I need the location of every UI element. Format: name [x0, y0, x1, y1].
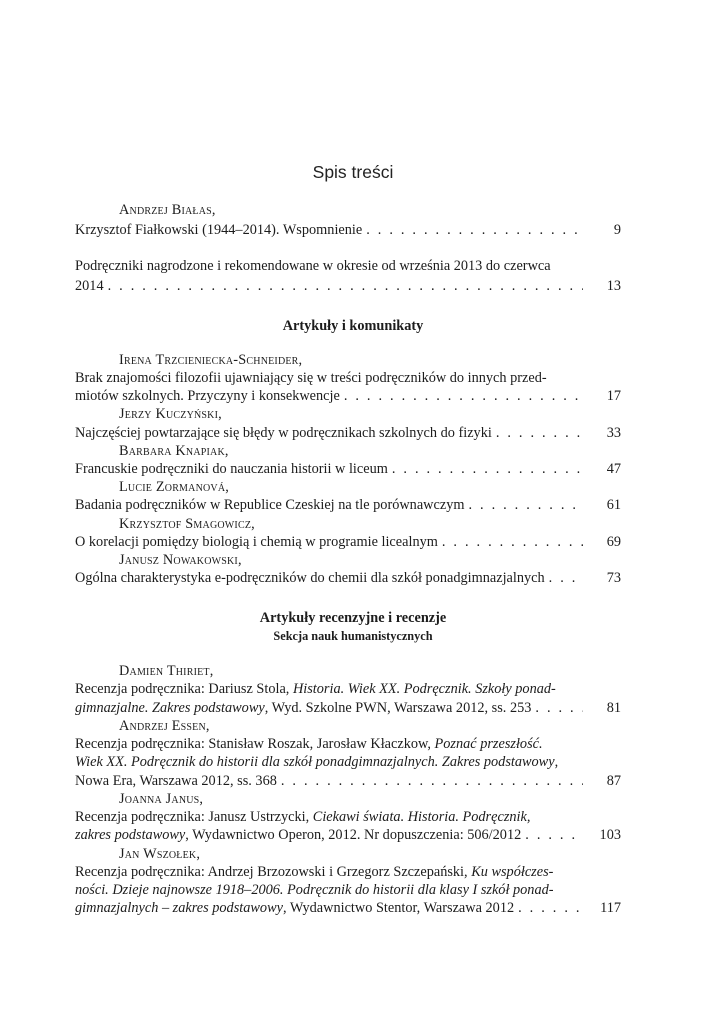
entry-title: miotów szkolnych. Przyczyny i konsekwencje — [75, 388, 340, 404]
page-number: 61 — [606, 497, 621, 513]
toc-entry[interactable] — [75, 898, 621, 918]
page-number: 103 — [599, 827, 621, 843]
page-title: Spis treści — [312, 162, 394, 182]
entry-title: Francuskie podręczniki do nauczania historii w liceum — [75, 461, 388, 477]
toc-entry[interactable] — [75, 568, 621, 588]
dot-leader — [340, 386, 583, 406]
toc-entry[interactable] — [75, 825, 621, 845]
entry-title: Najczęściej powtarzające się błędy w podręcznikach szkolnych do fizyki — [75, 425, 492, 441]
dot-leader — [464, 495, 583, 515]
section-heading: Artykuły i komunikaty — [282, 318, 424, 334]
entry-title-line: Recenzja podręcznika: Janusz Ustrzycki, Ciekawi świata. Historia. Podręcznik, — [75, 809, 531, 825]
page-number: 17 — [606, 388, 621, 404]
page-number: 47 — [606, 461, 621, 477]
page-number: 9 — [613, 222, 621, 238]
entry-title-line: Recenzja podręcznika: Andrzej Brzozowski i Grzegorz Szczepański, Ku współczes- — [75, 864, 554, 880]
page-number: 13 — [606, 278, 621, 294]
dot-leader — [438, 532, 583, 552]
toc-entry[interactable] — [75, 386, 621, 406]
entry-title: Nowa Era, Warszawa 2012, ss. 368 — [75, 773, 277, 789]
author: Janusz Nowakowski, — [119, 552, 242, 568]
dot-leader — [545, 568, 583, 588]
entry-title: gimnazjalne. Zakres podstawowy, Wyd. Szkolne PWN, Warszawa 2012, ss. 253 — [75, 700, 532, 716]
author: Joanna Janus, — [119, 791, 204, 807]
entry-title: O korelacji pomiędzy biologią i chemią w programie licealnym — [75, 534, 438, 550]
entry-title-line: Recenzja podręcznika: Stanisław Roszak, Jarosław Kłaczkow, Poznać przeszłość. — [75, 736, 543, 752]
author: Krzysztof Smagowicz, — [119, 516, 255, 532]
page-number: 69 — [606, 534, 621, 550]
dot-leader — [492, 423, 583, 443]
toc-entry[interactable] — [75, 220, 621, 240]
entry-title-line: ności. Dzieje najnowsze 1918–2006. Podręcznik do historii dla klasy I szkół ponad- — [75, 882, 554, 898]
toc-entry[interactable] — [75, 532, 621, 552]
page-number: 117 — [600, 900, 621, 916]
author: Irena Trzcieniecka-Schneider, — [119, 352, 303, 368]
entry-title: Badania podręczników w Republice Czeskiej na tle porównawczym — [75, 497, 465, 513]
entry-title: 2014 — [75, 278, 104, 294]
author: Lucie Zormanová, — [119, 479, 230, 495]
page-number: 81 — [606, 700, 621, 716]
toc-entry[interactable] — [75, 276, 621, 296]
toc-entry[interactable] — [75, 459, 621, 479]
author: Andrzej Essen, — [119, 718, 210, 734]
author: Barbara Knapiak, — [119, 443, 229, 459]
page-number: 87 — [606, 773, 621, 789]
entry-title: zakres podstawowy, Wydawnictwo Operon, 2012. Nr dopuszczenia: 506/2012 — [75, 827, 522, 843]
page-number: 33 — [606, 425, 621, 441]
dot-leader — [531, 698, 583, 718]
dot-leader — [388, 459, 583, 479]
entry-title-line: Brak znajomości filozofii ujawniający się w treści podręczników do innych przed- — [75, 370, 547, 386]
dot-leader — [514, 898, 583, 918]
entry-title: gimnazjalnych – zakres podstawowy, Wydawnictwo Stentor, Warszawa 2012 — [75, 900, 515, 916]
entry-title-line: Wiek XX. Podręcznik do historii dla szkół ponadgimnazjalnych. Zakres podstawowy, — [75, 754, 559, 770]
toc-entry[interactable] — [75, 698, 621, 718]
dot-leader — [521, 825, 583, 845]
author: Damien Thiriet, — [119, 663, 214, 679]
author: Jan Wszołek, — [119, 846, 201, 862]
section-subheading: Sekcja nauk humanistycznych — [273, 629, 433, 643]
toc-entry[interactable] — [75, 423, 621, 443]
section-heading: Artykuły recenzyjne i recenzje — [259, 610, 447, 626]
author: Andrzej Białas, — [119, 202, 216, 218]
dot-leader — [277, 771, 583, 791]
dot-leader — [362, 220, 583, 240]
entry-title: Krzysztof Fiałkowski (1944–2014). Wspomnienie — [75, 222, 363, 238]
author: Jerzy Kuczyński, — [119, 406, 222, 422]
dot-leader — [104, 276, 583, 296]
toc-entry[interactable] — [75, 495, 621, 515]
page-number: 73 — [606, 570, 621, 586]
entry-title: Ogólna charakterystyka e-podręczników do chemii dla szkół ponadgimnazjalnych — [75, 570, 545, 586]
entry-title-line: Podręczniki nagrodzone i rekomendowane w okresie od września 2013 do czerwca — [75, 258, 551, 274]
entry-title-line: Recenzja podręcznika: Dariusz Stola, Historia. Wiek XX. Podręcznik. Szkoły ponad- — [75, 681, 556, 697]
toc-entry[interactable] — [75, 771, 621, 791]
